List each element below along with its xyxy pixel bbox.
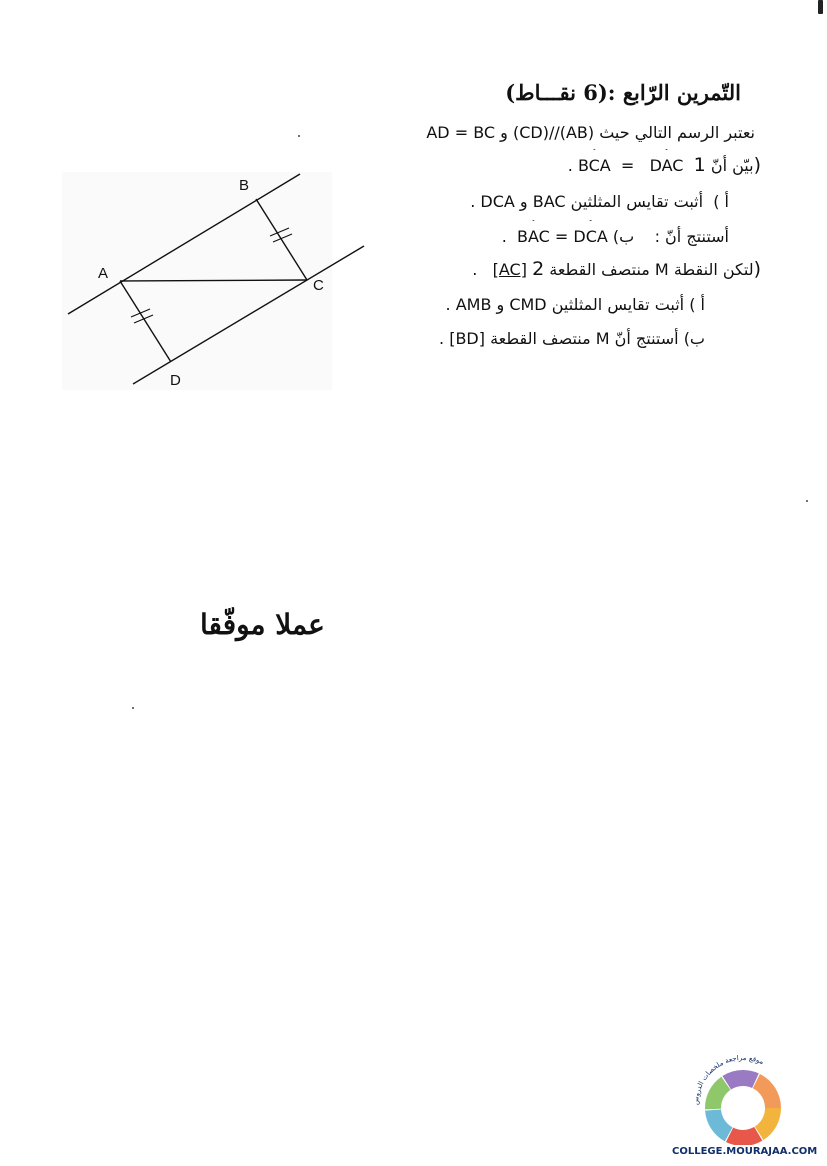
question-2 — [472, 258, 761, 280]
segment-ac: [AC] — [492, 260, 527, 279]
site-logo — [668, 1050, 818, 1160]
q1b-text: أستنتج أنّ : — [654, 227, 729, 246]
q2a-text: أثبت تقايس المثلثين CMD و AMB . — [445, 295, 685, 314]
angle-dca: DCA — [573, 227, 608, 246]
question-1 — [568, 154, 761, 176]
q1-number: 1) — [693, 154, 761, 176]
q2b-text: أستنتج أنّ M منتصف القطعة [BD] . — [439, 329, 679, 348]
q1a-letter: أ ) — [713, 192, 729, 211]
q1b-end: . — [501, 227, 507, 246]
question-1a — [470, 192, 729, 211]
angle-bca: BCA — [577, 156, 611, 175]
label-b: B — [239, 177, 250, 194]
q1b-equals: = — [554, 227, 569, 246]
question-1b — [502, 227, 729, 246]
parallelogram-figure — [60, 165, 380, 395]
scan-dot — [298, 135, 300, 137]
question-2b — [439, 329, 705, 348]
q1-text: بيّن أنّ — [710, 156, 754, 175]
exercise-intro: نعتبر الرسم التالي حيث (AB)//(CD) و AD = BC — [426, 123, 755, 142]
label-d: D — [170, 372, 181, 389]
scan-dot — [132, 707, 134, 709]
logo-ring-icon — [668, 1050, 818, 1145]
logo-center — [727, 1092, 759, 1124]
exercise-title: التّمرين الرّابع :(6 نقـــاط) — [505, 80, 741, 105]
q2-text: لتكن النقطة M منتصف القطعة — [549, 260, 754, 279]
angle-dac: DAC — [649, 156, 684, 175]
q1a-text: أثبت تقايس المثلثين BAC و DCA . — [470, 192, 704, 211]
question-2a — [446, 295, 705, 314]
label-c: C — [313, 277, 324, 294]
q2-end: . — [472, 260, 478, 279]
label-a: A — [98, 265, 109, 282]
scan-dot — [806, 500, 808, 502]
closing-wish: عملا موفّقا — [200, 608, 325, 641]
angle-bac: BAC — [516, 227, 550, 246]
q2-number: 2) — [532, 258, 761, 280]
q1b-letter: ب) — [612, 227, 635, 246]
scan-mark — [818, 0, 823, 14]
logo-url: COLLEGE.MOURAJAA.COM — [672, 1146, 818, 1157]
q1-equals: = — [620, 156, 635, 175]
q2a-letter: أ ) — [689, 295, 705, 314]
logo-arc-text: موقع مراجعة ملخصات الدروس — [691, 1053, 765, 1106]
q1-end: . — [567, 156, 573, 175]
q2b-letter: ب) — [683, 329, 705, 348]
